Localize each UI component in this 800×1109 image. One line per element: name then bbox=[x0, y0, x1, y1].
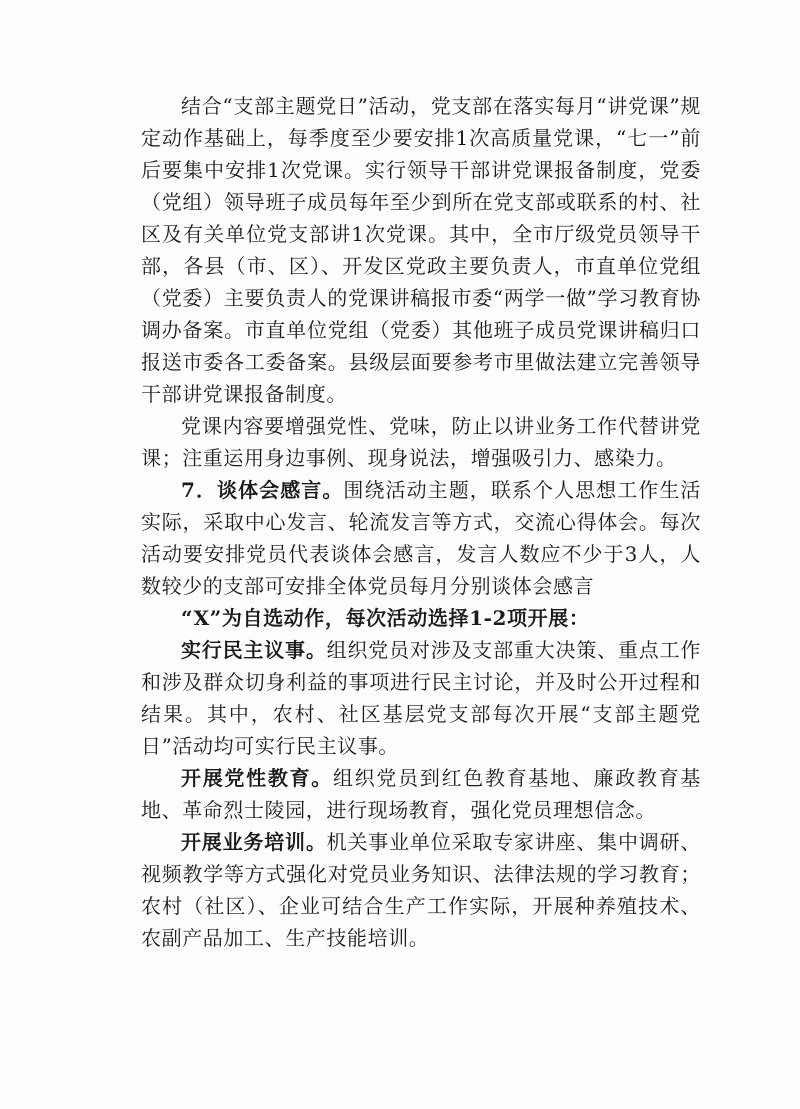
paragraph-party-education bbox=[141, 762, 701, 826]
paragraph-text: 结合“支部主题党日”活动，党支部在落实每月“讲党课”规定动作基础上，每季度至少要安排1次高质量党课，“七一”前后要集中安排1次党课。实行领导干部讲党课报备制度，党委（党组）领导班子成员每年至少到所在党支部或联系的村、社区及有关单位党支部讲1次党课。其中，全市厅级党员领导干部，各县（市、区）、开发区党政主要负责人，市直单位党组（党委）主要负责人的党课讲稿报市委“两学一做”学习教育协调办备案。市直单位党组（党委）其他班子成员党课讲稿归口报送市委各工委备案。县级层面要参考市里做法建立完善领导干部讲党课报备制度。 bbox=[141, 94, 701, 406]
paragraph-text: 组织党员到红色教育基地、廉政教育基地、革命烈士陵园，进行现场教育，强化党员理想信念。 bbox=[141, 766, 702, 822]
paragraph-party-lecture-schedule bbox=[141, 90, 701, 410]
paragraph-text: 组织党员对涉及支部重大决策、重点工作和涉及群众切身利益的事项进行民主讨论，并及时公开过程和结果。其中，农村、社区基层党支部每次开展“支部主题党日”活动均可实行民主议事。 bbox=[141, 638, 701, 758]
paragraph-optional-actions-heading bbox=[141, 602, 701, 634]
paragraph-text: 围绕活动主题，联系个人思想工作生活实际，采取中心发言、轮流发言等方式，交流心得体会。每次活动要安排党员代表谈体会感言，发言人数应不少于3人，人数较少的支部可安排全体党员每月分别谈体会感言 bbox=[141, 478, 702, 598]
document-body bbox=[141, 90, 701, 954]
paragraph-text: 党课内容要增强党性、党味，防止以讲业务工作代替讲党课；注重运用身边事例、现身说法，增强吸引力、感染力。 bbox=[141, 414, 701, 470]
paragraph-democratic-deliberation bbox=[141, 634, 701, 762]
paragraph-business-training bbox=[141, 826, 701, 954]
item-heading-business-training: 开展业务培训。 bbox=[181, 830, 327, 854]
section-heading-7: 7．谈体会感言。 bbox=[181, 478, 344, 502]
paragraph-text: 机关事业单位采取专家讲座、集中调研、视频教学等方式强化对党员业务知识、法律法规的学习教育；农村（社区）、企业可结合生产工作实际，开展种养殖技术、农副产品加工、生产技能培训。 bbox=[141, 830, 701, 950]
item-heading-democratic: 实行民主议事。 bbox=[181, 638, 327, 662]
item-heading-party-education: 开展党性教育。 bbox=[181, 766, 333, 790]
paragraph-share-experience bbox=[141, 474, 701, 602]
paragraph-lecture-content bbox=[141, 410, 701, 474]
optional-actions-heading: “X”为自选动作，每次活动选择1-2项开展： bbox=[181, 606, 590, 630]
